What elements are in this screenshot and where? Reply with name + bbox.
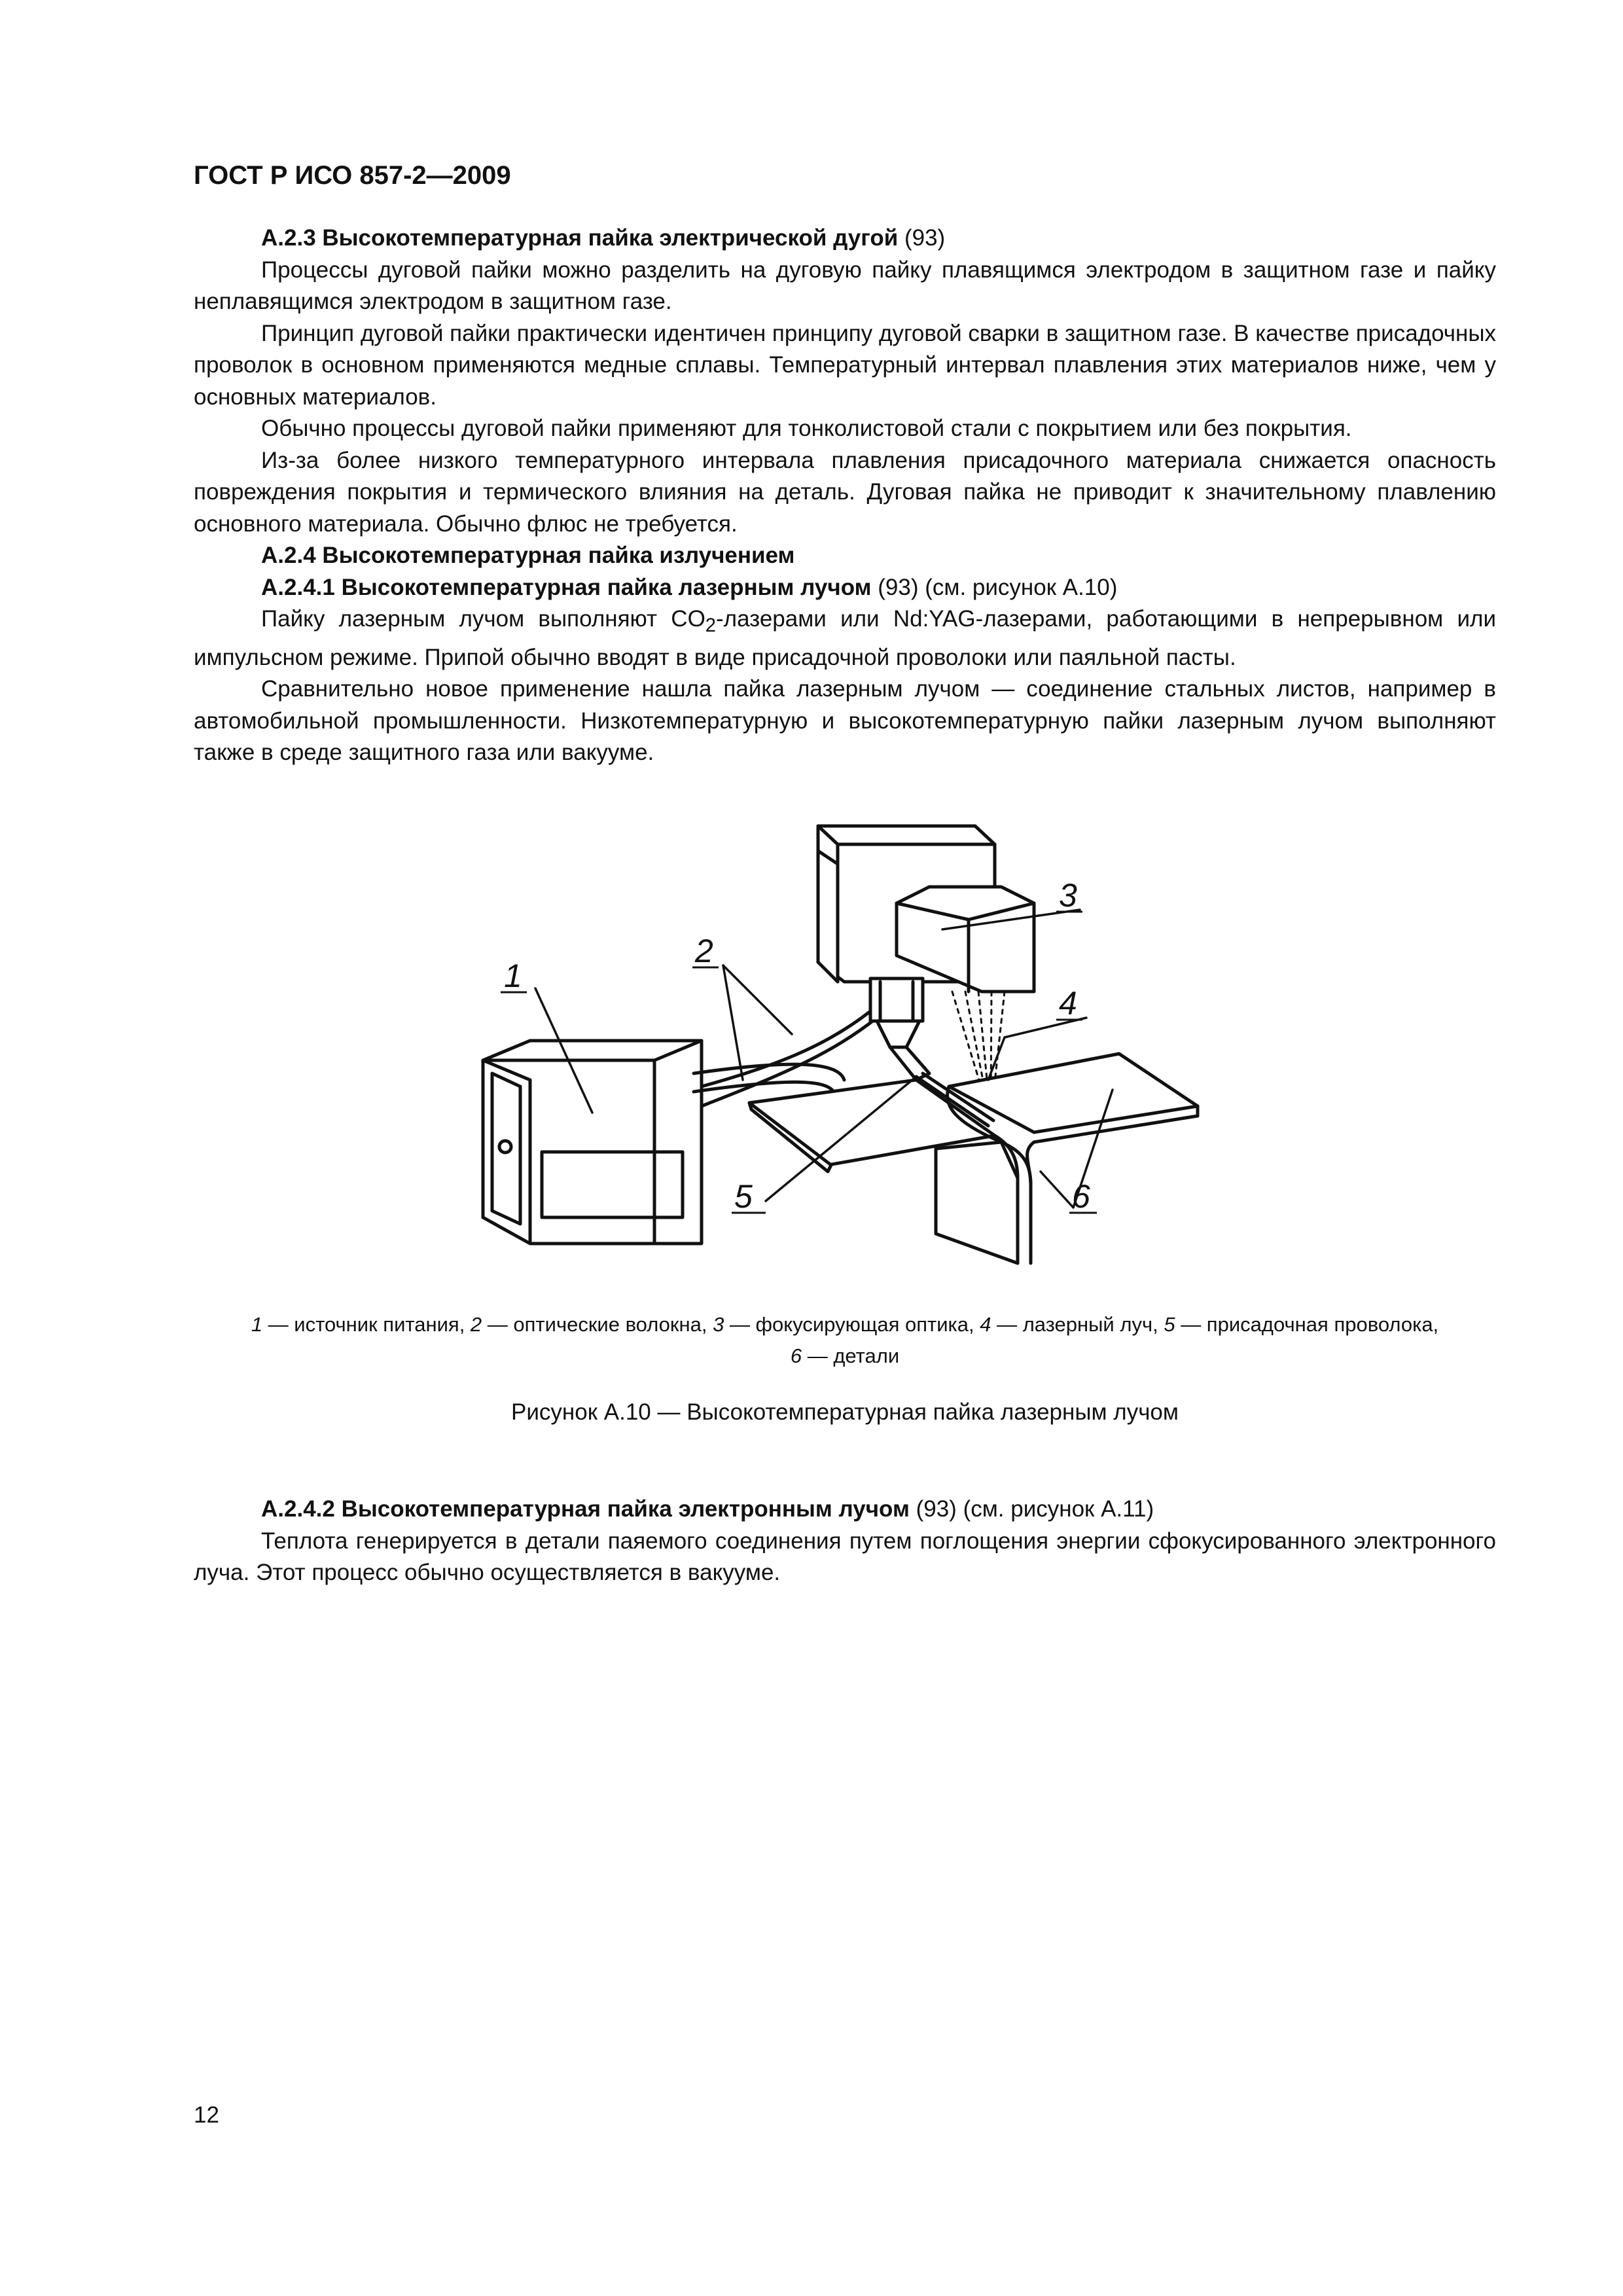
- callout-3: 3: [1059, 877, 1077, 914]
- callout-6: 6: [1072, 1178, 1090, 1215]
- text-fragment: -лазерами или Nd:YAG-лазерами, работающими в непрерывном или импульсном режиме. Припой обычно вводят в виде присадочной проволоки или паяльной пасты.: [194, 606, 1497, 670]
- section-a23-heading: [194, 223, 1496, 255]
- legend-item: 1 — источник питания,: [251, 1313, 471, 1336]
- legend-item: 5 — присадочная проволока,: [1164, 1313, 1439, 1336]
- section-ref: (93) (см. рисунок А.10): [871, 574, 1118, 600]
- legend-item: 6 — детали: [790, 1344, 900, 1367]
- legend-item: 3 — фокусирующая оптика,: [713, 1313, 980, 1336]
- paragraph: [194, 603, 1496, 673]
- section-title: А.2.3 Высокотемпературная пайка электрической дугой: [261, 225, 899, 251]
- section-title: А.2.4 Высокотемпературная пайка излучением: [261, 543, 795, 568]
- paragraph: Сравнительно новое применение нашла пайка лазерным лучом — соединение стальных листов, например в автомобильной промышленности. Низкотемпературную и высокотемпературную пайки лазерным лучом выполняют также в среде защитного газа или вакууме.: [194, 676, 1496, 765]
- power-source-box: [483, 1041, 702, 1244]
- section-ref: (93) (см. рисунок А.11): [909, 1496, 1154, 1522]
- section-ref: (93): [898, 225, 946, 251]
- paragraph: Из-за более низкого температурного интервала плавления присадочного материала снижается опасность повреждения покрытия и термического влияния на деталь. Дуговая пайка не приводит к значительному плавлению основного материала. Обычно флюс не требуется.: [194, 447, 1496, 537]
- callout-4: 4: [1059, 985, 1077, 1022]
- paragraph: Теплота генерируется в детали паяемого соединения путем поглощения энергии сфокусированного электронного луча. Этот процесс обычно осуществляется в вакууме.: [194, 1528, 1496, 1585]
- paragraph: Обычно процессы дуговой пайки применяют для тонколистовой стали с покрытием или без покрытия.: [261, 416, 1352, 441]
- section-title: А.2.4.2 Высокотемпературная пайка электронным лучом: [261, 1496, 910, 1522]
- section-title: А.2.4.1 Высокотемпературная пайка лазерным лучом: [261, 574, 872, 600]
- figure-caption: Рисунок А.10 — Высокотемпературная пайка лазерным лучом: [511, 1399, 1179, 1425]
- legend-item: 2 — оптические волокна,: [470, 1313, 713, 1336]
- subscript: 2: [705, 615, 717, 636]
- callout-1: 1: [504, 958, 522, 994]
- section-a242-heading: [194, 1494, 1496, 1526]
- paragraph: Процессы дуговой пайки можно разделить на дуговую пайку плавящимся электродом в защитном газе и пайку неплавящимся электродом в защитном газе.: [194, 257, 1496, 314]
- main-text-continued: [194, 1494, 1496, 1589]
- section-a241-heading: [194, 572, 1496, 604]
- laser-brazing-diagram: [471, 808, 1211, 1286]
- laser-brazing-figure: [471, 808, 1211, 1286]
- callout-5: 5: [734, 1178, 753, 1215]
- callout-2: 2: [695, 933, 713, 969]
- main-text: [194, 223, 1496, 769]
- section-a24-heading: [194, 540, 1496, 572]
- legend-item: 4 — лазерный луч,: [980, 1313, 1164, 1336]
- paragraph: Принцип дуговой пайки практически идентичен принципу дуговой сварки в защитном газе. В качестве присадочных проволок в основном применяются медные сплавы. Температурный интервал плавления этих материалов ниже, чем у основных материалов.: [194, 320, 1496, 410]
- figure-legend: [194, 1309, 1496, 1372]
- page-number: 12: [194, 2102, 219, 2128]
- document-header: ГОСТ Р ИСО 857-2—2009: [194, 161, 511, 190]
- text-fragment: Пайку лазерным лучом выполняют CO: [261, 606, 705, 632]
